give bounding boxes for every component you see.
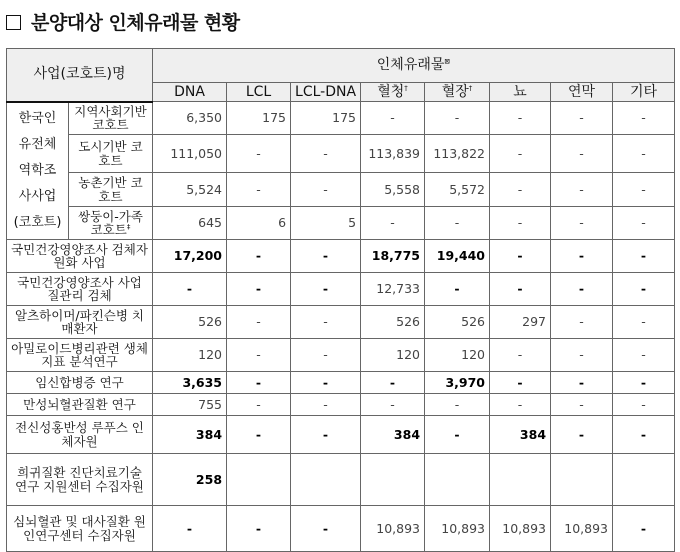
column-header: DNA: [153, 83, 227, 102]
table-cell: -: [551, 339, 613, 372]
row-label: 희귀질환 진단치료기술 연구 지원센터 수집자원: [7, 454, 153, 506]
table-cell: -: [227, 339, 291, 372]
table-cell: 645: [153, 207, 227, 240]
table-cell: 10,893: [551, 506, 613, 552]
table-cell: 5: [291, 207, 361, 240]
table-cell: -: [291, 173, 361, 207]
table-cell: 120: [153, 339, 227, 372]
row-label: 국민건강영양조사 검체자원화 사업: [7, 240, 153, 273]
table-cell: 5,524: [153, 173, 227, 207]
table-cell: 6,350: [153, 102, 227, 135]
table-cell: -: [613, 372, 675, 394]
column-header: 기타: [613, 83, 675, 102]
row-label: 알츠하이머/파킨슨병 치매환자: [7, 306, 153, 339]
table-cell: -: [551, 273, 613, 306]
table-cell: -: [613, 173, 675, 207]
table-row: [7, 394, 675, 416]
table-cell: -: [361, 394, 425, 416]
table-cell: -: [551, 372, 613, 394]
row-label: 만성뇌혈관질환 연구: [7, 394, 153, 416]
group-header: [153, 49, 675, 83]
table-cell: 120: [361, 339, 425, 372]
table-cell: -: [490, 240, 551, 273]
table-row: [7, 240, 675, 273]
table-cell: 5,558: [361, 173, 425, 207]
table-cell: -: [490, 135, 551, 173]
title-text: 분양대상 인체유래물 현황: [31, 12, 240, 34]
table-cell: -: [291, 416, 361, 454]
row-label: 농촌기반 코호트: [69, 173, 153, 207]
table-cell: 111,050: [153, 135, 227, 173]
checkbox-square-icon: [6, 15, 21, 30]
table-cell: -: [490, 102, 551, 135]
table-cell: 113,822: [425, 135, 490, 173]
column-header: 혈청†: [361, 83, 425, 102]
table-cell: -: [613, 339, 675, 372]
table-cell: -: [490, 394, 551, 416]
table-cell: -: [291, 506, 361, 552]
table-cell: -: [291, 240, 361, 273]
table-cell: -: [361, 207, 425, 240]
table-cell: -: [361, 102, 425, 135]
row-label: 심뇌혈관 및 대사질환 원인연구센터 수집자원: [7, 506, 153, 552]
table-cell: -: [490, 273, 551, 306]
table-cell: -: [291, 273, 361, 306]
table-cell: [361, 454, 425, 506]
table-cell: -: [551, 135, 613, 173]
table-cell: 526: [425, 306, 490, 339]
table-cell: 384: [361, 416, 425, 454]
table-cell: -: [490, 339, 551, 372]
table-cell: -: [613, 240, 675, 273]
header-row: [7, 49, 675, 83]
table-cell: 113,839: [361, 135, 425, 173]
table-cell: -: [613, 273, 675, 306]
table-cell: -: [551, 207, 613, 240]
table-row: [7, 416, 675, 454]
table-cell: 175: [291, 102, 361, 135]
table-cell: -: [227, 506, 291, 552]
table-cell: 755: [153, 394, 227, 416]
table-cell: -: [227, 306, 291, 339]
specimen-table: [6, 48, 675, 552]
table-cell: -: [425, 207, 490, 240]
table-cell: [551, 454, 613, 506]
table-cell: 297: [490, 306, 551, 339]
table-cell: [291, 454, 361, 506]
table-row: [7, 454, 675, 506]
table-cell: -: [551, 240, 613, 273]
row-label: 쌍둥이-가족 코호트‡: [69, 207, 153, 240]
row-label: 지역사회기반 코호트: [69, 102, 153, 135]
table-row: [7, 173, 675, 207]
column-header: LCL-DNA: [291, 83, 361, 102]
table-cell: -: [551, 102, 613, 135]
table-cell: 10,893: [361, 506, 425, 552]
table-row: [7, 372, 675, 394]
table-row: [7, 207, 675, 240]
table-cell: 18,775: [361, 240, 425, 273]
table-cell: 3,635: [153, 372, 227, 394]
table-row: [7, 102, 675, 135]
table-cell: -: [551, 173, 613, 207]
column-header: 연막: [551, 83, 613, 102]
table-cell: -: [227, 273, 291, 306]
page-title: [6, 8, 240, 35]
table-cell: 526: [153, 306, 227, 339]
table-cell: -: [291, 372, 361, 394]
table-cell: -: [291, 135, 361, 173]
table-cell: -: [425, 273, 490, 306]
table-cell: [613, 454, 675, 506]
table-cell: -: [227, 135, 291, 173]
table-cell: -: [227, 372, 291, 394]
table-cell: -: [490, 173, 551, 207]
table-cell: 120: [425, 339, 490, 372]
table-cell: 10,893: [490, 506, 551, 552]
table-cell: -: [425, 394, 490, 416]
table-cell: -: [153, 506, 227, 552]
table-row: [7, 506, 675, 552]
table-cell: 526: [361, 306, 425, 339]
table-cell: -: [291, 394, 361, 416]
table-cell: 175: [227, 102, 291, 135]
table-cell: -: [227, 240, 291, 273]
table-row: [7, 339, 675, 372]
table-cell: [227, 454, 291, 506]
table-cell: -: [227, 394, 291, 416]
table-cell: -: [361, 372, 425, 394]
project-col-header: 사업(코호트)명: [7, 49, 153, 102]
table-cell: -: [613, 102, 675, 135]
column-header: 혈장†: [425, 83, 490, 102]
table-cell: [490, 454, 551, 506]
table-cell: -: [153, 273, 227, 306]
table-cell: 3,970: [425, 372, 490, 394]
table-cell: 384: [490, 416, 551, 454]
table-cell: 258: [153, 454, 227, 506]
table-cell: 12,733: [361, 273, 425, 306]
table-cell: -: [425, 102, 490, 135]
table-cell: -: [551, 306, 613, 339]
table-row: [7, 273, 675, 306]
table-cell: -: [613, 416, 675, 454]
column-header: 뇨: [490, 83, 551, 102]
table-cell: -: [227, 416, 291, 454]
table-cell: -: [551, 394, 613, 416]
table-cell: 19,440: [425, 240, 490, 273]
table-cell: [425, 454, 490, 506]
table-cell: -: [613, 306, 675, 339]
table-cell: -: [291, 339, 361, 372]
table-row: [7, 306, 675, 339]
table-cell: -: [613, 506, 675, 552]
table-cell: 5,572: [425, 173, 490, 207]
table-cell: 6: [227, 207, 291, 240]
table-cell: 10,893: [425, 506, 490, 552]
table-cell: -: [490, 372, 551, 394]
row-label: 임신합병증 연구: [7, 372, 153, 394]
table-cell: -: [490, 207, 551, 240]
table-cell: 384: [153, 416, 227, 454]
row-label: 전신성홍반성 루푸스 인체자원: [7, 416, 153, 454]
row-label: 도시기반 코호트: [69, 135, 153, 173]
table-cell: 17,200: [153, 240, 227, 273]
table-cell: -: [613, 207, 675, 240]
table-cell: -: [291, 306, 361, 339]
cohort-group-label: 한국인 유전체 역학조 사사업 (코호트): [7, 102, 69, 240]
table-cell: -: [551, 416, 613, 454]
group-header-mark: ⊠: [444, 57, 451, 66]
table-cell: -: [425, 416, 490, 454]
group-header-label: 인체유래물: [376, 57, 445, 74]
row-label: 국민건강영양조사 사업 질관리 검체: [7, 273, 153, 306]
column-header: LCL: [227, 83, 291, 102]
row-label: 아밀로이드병리관련 생체지표 분석연구: [7, 339, 153, 372]
table-cell: -: [613, 394, 675, 416]
table-row: [7, 135, 675, 173]
table-cell: -: [613, 135, 675, 173]
table-cell: -: [227, 173, 291, 207]
